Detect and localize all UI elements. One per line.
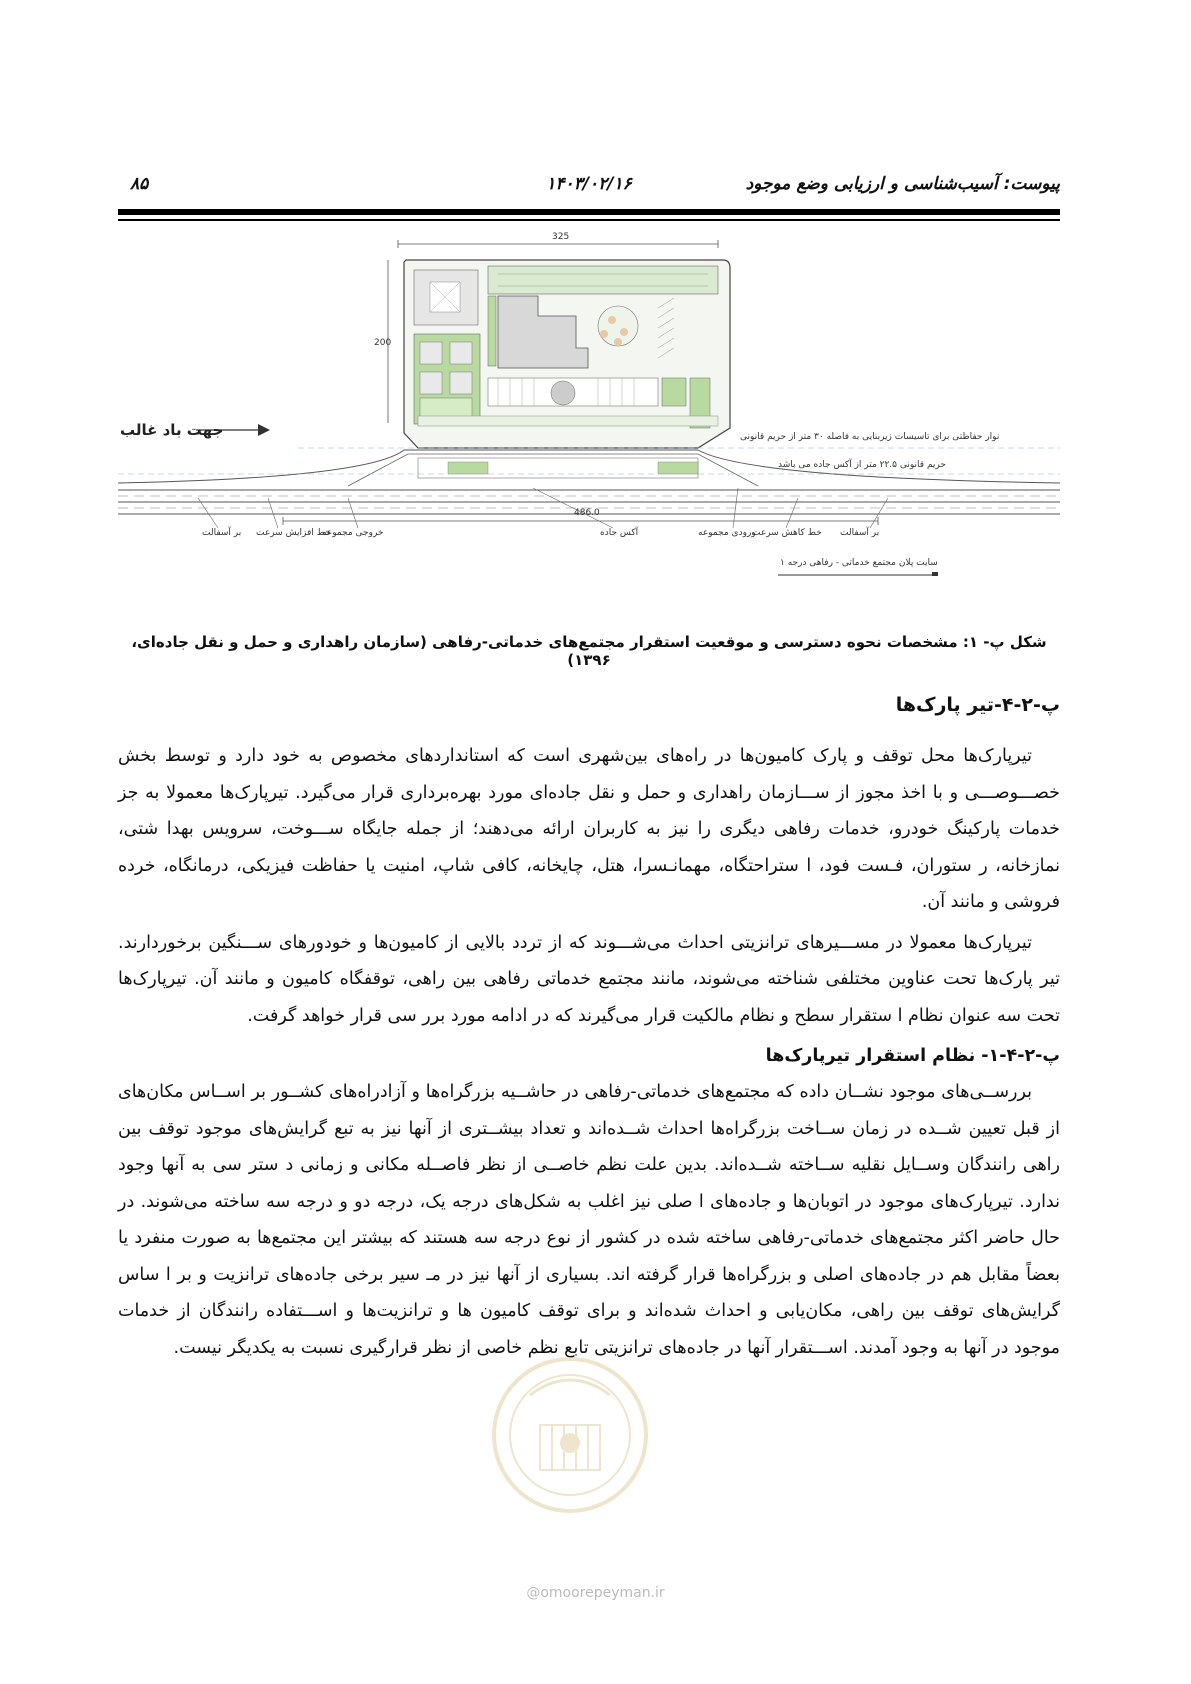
header-rule-thick xyxy=(118,209,1060,215)
site-plan-figure xyxy=(118,232,1060,628)
dim-side: 200 xyxy=(374,338,392,348)
wind-direction-label: جهت باد غالب xyxy=(120,421,224,439)
dim-bottom: 486.0 xyxy=(574,508,600,518)
section-paragraph-1: تیرپارک‌ها محل توقف و پارک کامیون‌ها در راه‌های بین‌شهری است که استانداردهای مخصوص به خود دارد و توسط بخش خصـــوصـــی و با اخذ مجوز از ســـازمان راهداری و حمل و نقل جاده‌ای مورد بهره‌برداری قرار می‌گیرد. تیرپارک‌ها معمولا به جز خدمات پارکینگ خودرو، خدمات رفاهی دیگری را نیز به کاربران ارائه می‌دهند؛ از جمله جایگاه ســـوخت، سرویس بهدا شتی، نمازخانه، ر ستوران، فـست فود، ا ستراحتگاه، مهمانـسرا، هتل، چایخانه، کافی شاپ، امنیت یا حفاظت فیزیکی، درمانگاه، خرده فروشی و مانند آن. xyxy=(118,746,1060,912)
section-heading: پ-۲-۴-تیر پارک‌ها xyxy=(895,694,1060,716)
header-title: پیوست: آسیب‌شناسی و ارزیابی وضع موجود xyxy=(745,174,1060,194)
figure-caption: شکل پ- ۱: مشخصات نحوه دسترسی و موقعیت استقرار مجتمع‌های خدماتی-رفاهی (سازمان راهداری و حمل و نقل جاده‌ای، ۱۳۹۶) xyxy=(131,633,1047,669)
subsection-paragraph-1: بررســی‌های موجود نشــان داده که مجتمع‌های خدماتی-رفاهی در حاشــیه بزرگراه‌ها و آزادراه‌های کشــور بر اســاس مکان‌های از قبل تعیین شــده در زمان ســاخت بزرگراه‌ها احداث شــده‌اند و تعداد بیشــتری از آنها نیز به تبع گرایش‌های موجود توقف بین راهی رانندگان وســایل نقلیه ســاخته شــده‌اند. بدین علت نظم خاصــی از نظر فاصــله مکانی و زمانی د ستر سی به آنها وجود ندارد. تیرپارک‌های موجود در اتوبان‌ها و جاده‌های ا صلی نیز اغلب به شکل‌های درجه یک، درجه دو و درجه سه ساخته می‌شوند. در حال حاضر اکثر مجتمع‌های خدماتی-رفاهی ساخته شده در کشور از نوع درجه سه هستند که بیشتر این مجتمع‌ها به صورت منفرد یا بعضاً مقابل هم در جاده‌های اصلی و بزرگراه‌ها قرار گرفته اند. بسیاری از آنها نیز در مـ سیر برخی جاده‌های ترانزیت و بر ا ساس گرایش‌های توقف بین راهی، مکان‌یابی و احداث شده‌اند و برای توقف کامیون ها و ترانزیت‌ها و اســـتفاده رانندگان از خدمات موجود در آنها به وجود آمدند. اســـتقرار آنها در جاده‌های ترانزیتی تابع نظم خاصی از نظر قرارگیری نسبت به یکدیگر نیست. xyxy=(118,1082,1060,1358)
bottom-label-4: آکس جاده xyxy=(600,528,639,538)
bottom-label-6: خط کاهش سرعت xyxy=(752,528,822,538)
buffer-strip-label: نوار حفاظتی برای تاسیسات زیربنایی به فاصله ۳۰ متر از حریم قانونی xyxy=(740,432,1000,442)
dim-top: 325 xyxy=(552,232,570,242)
watermark-seal-icon xyxy=(490,1355,650,1515)
subsection-heading: پ-۲-۴-۱- نظام استقرار تیرپارک‌ها xyxy=(765,1046,1060,1066)
watermark-url: @omoorepeyman.ir xyxy=(526,1585,665,1601)
bottom-label-2: خط افزایش سرعت xyxy=(256,528,331,538)
bottom-label-1: بر آسفالت xyxy=(202,528,242,538)
header-date: ۱۴۰۳/۰۲/۱۶ xyxy=(546,174,632,194)
main-content xyxy=(118,690,1060,1370)
bottom-label-5: ورودی مجموعه xyxy=(698,528,756,538)
bottom-label-3: خروجی مجموعه xyxy=(322,528,384,538)
site-plan-title: سایت پلان مجتمع خدماتی - رفاهی درجه ۱ xyxy=(780,558,938,568)
page-header xyxy=(118,168,1060,198)
legal-zone-label: حریم قانونی ۲۲.۵ متر از آکس جاده می باشد xyxy=(778,460,946,470)
page-number: ۸۵ xyxy=(130,174,149,194)
header-rule-thin xyxy=(118,219,1060,221)
section-paragraph-2: تیرپارک‌ها معمولا در مســـیرهای ترانزیتی احداث می‌شـــوند که از تردد بالایی از کامیون‌ها و خودورهای ســـنگین برخوردارند. تیر پارک‌ها تحت عناوین مختلفی شناخته می‌شوند، مانند مجتمع خدماتی رفاهی بین راهی، توقفگاه کامیون و مانند آن. تیرپارک‌ها تحت سه عنوان نظام ا ستقرار سطح و نظام مالکیت قرار می‌گیرند که در ادامه مورد برر سی قرار خواهد گرفت. xyxy=(118,932,1060,1026)
bottom-label-7: بر آسفالت xyxy=(840,528,880,538)
